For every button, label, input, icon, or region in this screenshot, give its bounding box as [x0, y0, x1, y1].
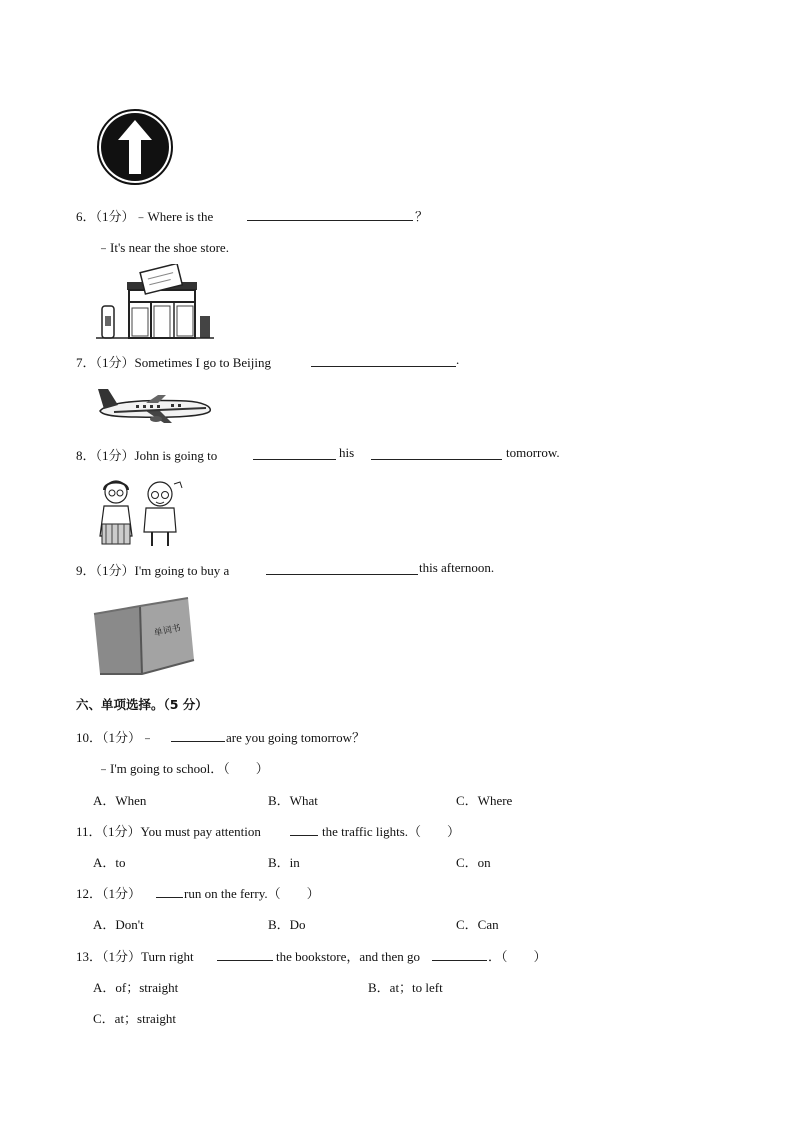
question-number: 8．（1分）: [76, 448, 135, 463]
dialogue-answer: ﹣I'm going to school．（ ）: [97, 761, 269, 776]
question-9: [76, 560, 229, 579]
question-8: [76, 445, 217, 464]
answer-blank[interactable]: [253, 447, 336, 460]
question-text: I'm going to buy a: [134, 563, 230, 578]
store-image: [96, 264, 214, 340]
question-suffix: the traffic lights.（ ）: [322, 824, 461, 839]
question-number: 9．（1分）: [76, 563, 135, 578]
question-suffix: this afternoon.: [419, 560, 495, 575]
question-text: You must pay attention: [140, 824, 261, 839]
answer-blank[interactable]: [171, 729, 225, 742]
question-text: Sometimes I go to Beijing: [134, 355, 272, 370]
go-straight-sign-image: [96, 108, 174, 186]
question-number: 10．（1分）: [76, 730, 142, 745]
question-12: [76, 883, 141, 902]
option-c[interactable]: C．Can: [456, 917, 499, 932]
option-b[interactable]: B．Do: [268, 917, 306, 932]
question-suffix: run on the ferry.（ ）: [184, 886, 320, 901]
question-text: his: [339, 445, 355, 460]
question-text: ﹣Where is the: [134, 209, 214, 224]
question-number: 12．（1分）: [76, 886, 142, 901]
answer-blank[interactable]: [266, 562, 418, 575]
question-number: 7．（1分）: [76, 355, 135, 370]
airplane-image: [96, 381, 214, 425]
question-7: [76, 352, 271, 371]
option-c[interactable]: C．Where: [456, 793, 513, 808]
question-number: 6．（1分）: [76, 209, 135, 224]
question-number: 13．（1分）: [76, 949, 142, 964]
question-suffix: .: [456, 352, 460, 367]
question-suffix: are you going tomorrow？: [226, 730, 366, 745]
question-text: ﹣: [141, 730, 155, 745]
answer-blank[interactable]: [371, 447, 502, 460]
option-a[interactable]: A．When: [93, 793, 147, 808]
grandparents-image: [96, 478, 188, 550]
answer-blank[interactable]: [156, 885, 183, 898]
option-c[interactable]: C．on: [456, 855, 491, 870]
answer-blank[interactable]: [290, 823, 318, 836]
option-a[interactable]: A．of；straight: [93, 980, 179, 995]
option-b[interactable]: B．at；to left: [368, 980, 443, 995]
question-text: Turn right: [141, 949, 194, 964]
question-13: [76, 946, 194, 965]
question-text: John is going to: [134, 448, 218, 463]
answer-blank[interactable]: [311, 354, 456, 367]
option-b[interactable]: B．in: [268, 855, 300, 870]
question-suffix: tomorrow.: [506, 445, 560, 460]
option-a[interactable]: A．Don't: [93, 917, 144, 932]
option-a[interactable]: A．to: [93, 855, 126, 870]
question-11: [76, 821, 261, 840]
answer-blank[interactable]: [432, 948, 487, 961]
question-text: the bookstore，and then go: [276, 949, 421, 964]
question-suffix: ．（ ）: [488, 949, 547, 964]
option-c[interactable]: C．at；straight: [93, 1011, 177, 1026]
answer-blank[interactable]: [247, 208, 413, 221]
option-b[interactable]: B．What: [268, 793, 318, 808]
section-heading: 六、单项选择。（5 分）: [76, 697, 208, 712]
question-number: 11．（1分）: [76, 824, 141, 839]
answer-blank[interactable]: [217, 948, 273, 961]
dialogue-answer: ﹣It's near the shoe store.: [97, 240, 229, 255]
book-cover-text: 单词书: [153, 623, 182, 639]
question-6: [76, 206, 213, 225]
question-suffix: ？: [415, 209, 429, 224]
question-10: [76, 727, 154, 746]
word-book-image: [92, 594, 196, 678]
